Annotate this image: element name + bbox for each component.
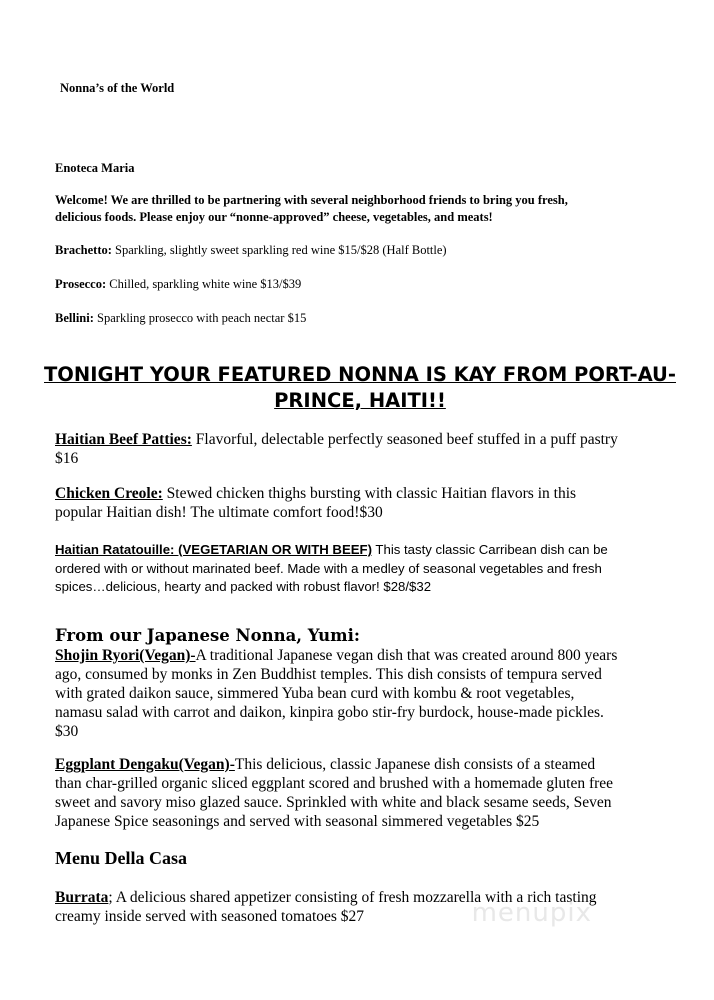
drink-item bbox=[55, 310, 655, 327]
menu-item-desc: A traditional Japanese vegan dish that was created around 800 years ago, consumed by monks in Zen Buddhist temples. This dish consists of tempura served with grated daikon sauce, simmered Yuba bean curd with kombu & root vegetables, namasu salad with carrot and daikon, kinpira gobo stir-fry burdock, house-made pickles. $30 bbox=[55, 647, 618, 740]
menu-item-name: Haitian Ratatouille: (VEGETARIAN OR WITH BEEF) bbox=[55, 542, 372, 557]
watermark-logo: menupix bbox=[471, 898, 592, 928]
menu-item-desc: A delicious shared appetizer consisting of fresh mozzarella with a rich tasting creamy inside served with seasoned tomatoes $27 bbox=[55, 889, 597, 925]
drink-desc: Chilled, sparkling white wine $13/$39 bbox=[106, 277, 302, 291]
section-heading: From our Japanese Nonna, Yumi: bbox=[55, 626, 360, 645]
menu-item-name: Chicken Creole: bbox=[55, 485, 163, 502]
section-heading: Menu Della Casa bbox=[55, 848, 187, 868]
menu-item-name: Shojin Ryori(Vegan)- bbox=[55, 647, 196, 664]
menu-item bbox=[55, 541, 635, 597]
drink-item bbox=[55, 276, 655, 293]
drink-name: Prosecco: bbox=[55, 277, 107, 291]
document-title: Nonna’s of the World bbox=[60, 81, 175, 95]
venue-name: Enoteca Maria bbox=[55, 161, 135, 175]
menu-item-desc: This tasty classic Carribean dish can be ordered with or without marinated beef. Made with a medley of seasonal vegetables and fresh spices…delicious, hearty and packed with robust flavor! $28/$32 bbox=[55, 542, 608, 594]
menu-item-desc: Stewed chicken thighs bursting with classic Haitian flavors in this popular Haitian dish! The ultimate comfort food!$30 bbox=[55, 485, 577, 521]
drink-desc: Sparkling, slightly sweet sparkling red wine $15/$28 (Half Bottle) bbox=[111, 243, 447, 257]
drink-desc: Sparkling prosecco with peach nectar $15 bbox=[93, 311, 307, 325]
menu-item bbox=[55, 430, 625, 468]
menu-item bbox=[55, 646, 625, 741]
drink-name: Bellini: bbox=[55, 311, 94, 325]
drink-name: Brachetto: bbox=[55, 243, 112, 257]
welcome-message: Welcome! We are thrilled to be partnering with several neighborhood friends to bring you fresh, delicious foods. Please enjoy our “nonne-approved” cheese, vegetables, and meats! bbox=[55, 193, 568, 224]
menu-item-desc: This delicious, classic Japanese dish consists of a steamed than char-grilled organic sliced eggplant scored and brushed with a homemade gluten free sweet and savory miso glazed sauce. Sprinkled with white and black sesame seeds, Seven Japanese Spice seasonings and served with seasonal simmered vegetables $25 bbox=[55, 756, 614, 830]
menu-item-sep: ; bbox=[108, 889, 113, 906]
featured-nonna-heading: TONIGHT YOUR FEATURED NONNA IS KAY FROM PORT-AU-PRINCE, HAITI!! bbox=[44, 363, 676, 412]
menu-item-name: Burrata bbox=[55, 889, 109, 906]
menu-item bbox=[55, 484, 625, 522]
menu-item-name: Eggplant Dengaku(Vegan)- bbox=[55, 756, 235, 773]
drink-item bbox=[55, 242, 655, 259]
menu-item-name: Haitian Beef Patties: bbox=[55, 431, 192, 448]
menu-item bbox=[55, 755, 625, 831]
menu-item-desc: Flavorful, delectable perfectly seasoned beef stuffed in a puff pastry $16 bbox=[55, 431, 618, 467]
